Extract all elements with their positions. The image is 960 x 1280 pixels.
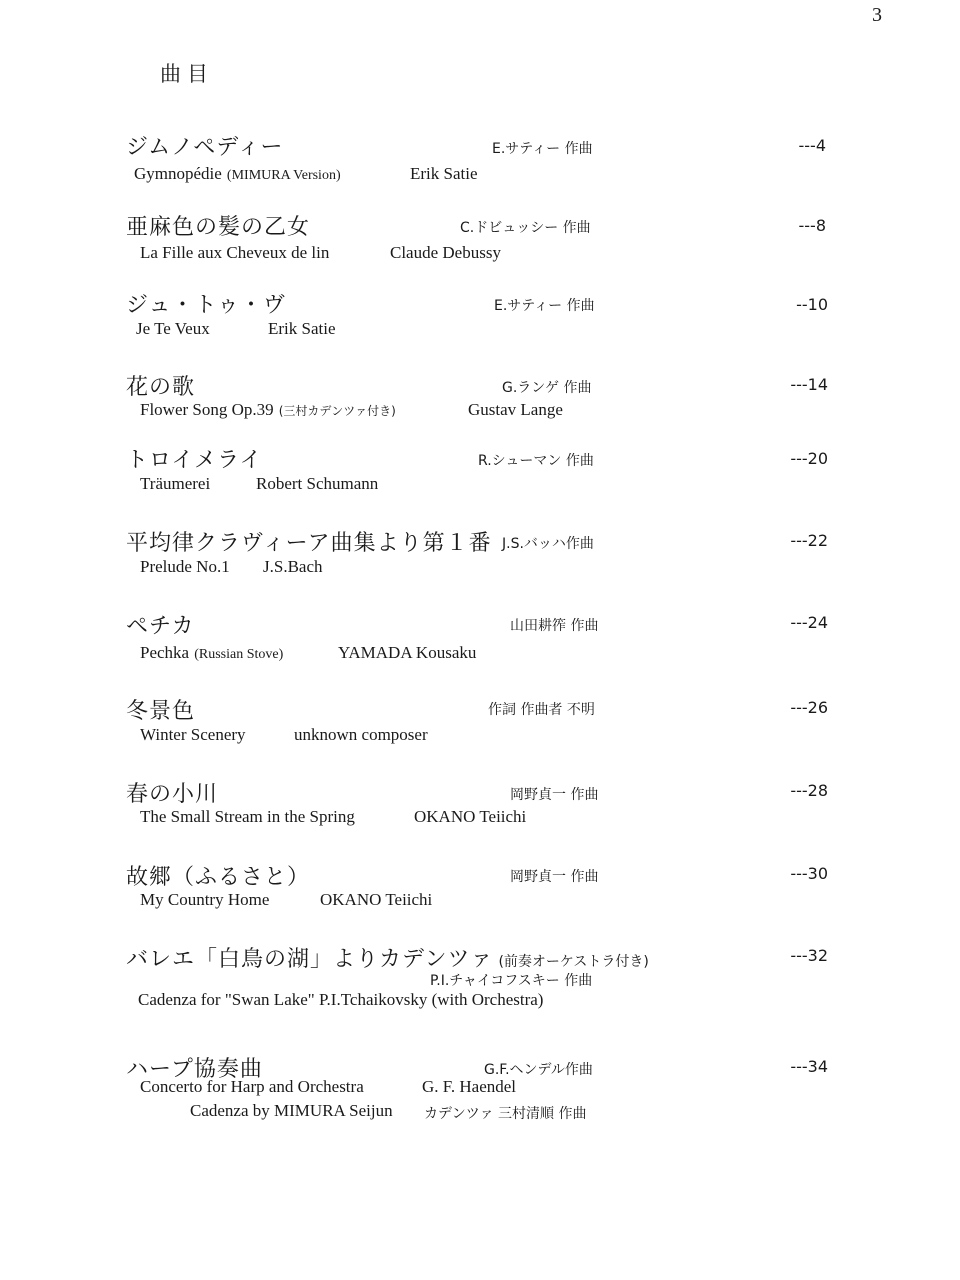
entry-composer-en: YAMADA Kousaku (338, 643, 477, 662)
entry-cadenza-en: Cadenza by MIMURA Seijun (190, 1101, 393, 1120)
entry-title-en: Träumerei (140, 474, 211, 493)
entry-page-ref: ---28 (790, 781, 828, 800)
entry-page-ref: ---24 (790, 613, 828, 632)
entry-page-ref: ---14 (790, 375, 828, 394)
entry-title-jp: ジュ・トゥ・ヴ (126, 293, 287, 318)
entry-title-en: My Country Home (140, 890, 270, 909)
entry-note-en: (MIMURA Version) (226, 168, 341, 183)
entry-title-jp: 亜麻色の髪の乙女 (126, 215, 311, 240)
entry-composer-en: Claude Debussy (390, 243, 501, 262)
entry-note-jp: (三村カデンツァ付き) (278, 404, 396, 418)
entry-composer-en: OKANO Teiichi (320, 890, 433, 909)
entry-note-en: (Russian Stove) (194, 647, 284, 662)
entry-title-jp: 春の小川 (126, 782, 219, 807)
entry-title-jp: ペチカ (126, 614, 195, 639)
entry-page-ref: ---20 (790, 449, 828, 468)
entry-title-jp: 花の歌 (126, 375, 196, 400)
entry-title-en: The Small Stream in the Spring (140, 807, 355, 826)
entry-composer-en: J.S.Bach (263, 557, 323, 576)
entry-composer-en: G. F. Haendel (422, 1077, 517, 1096)
entry-title-jp: 故郷（ふるさと） (126, 865, 311, 890)
entry-title-en: Concerto for Harp and Orchestra (140, 1077, 364, 1096)
entry-english-line (134, 164, 341, 184)
entry-page-ref: ---8 (798, 216, 826, 235)
entry-composer-en: Erik Satie (410, 164, 478, 183)
entry-page-ref: ---4 (798, 136, 826, 155)
entry-cadenza-jp: カデンツァ 三村清順 作曲 (424, 1106, 587, 1122)
entry-title-en: Prelude No.1 (140, 557, 230, 576)
entry-credit-jp: C.ドビュッシー 作曲 (460, 220, 591, 236)
entry-title-jp: 冬景色 (126, 699, 196, 724)
entry-title-en: Cadenza for "Swan Lake" P.I.Tchaikovsky (with Orchestra) (138, 990, 544, 1009)
entry-credit-jp: G.ランゲ 作曲 (502, 380, 592, 396)
entry-credit-jp: 岡野貞一 作曲 (510, 869, 599, 885)
entry-title-jp: 平均律クラヴィーア曲集より第１番 (126, 531, 492, 556)
entry-page-ref: ---30 (790, 864, 828, 883)
entry-title-en: Pechka (140, 643, 190, 662)
entry-page-ref: ---32 (790, 946, 828, 965)
entry-title-line (126, 942, 649, 973)
entry-title-en: Flower Song Op.39 (140, 400, 274, 419)
page-number: 3 (872, 4, 882, 26)
entry-credit-jp: 作詞 作曲者 不明 (488, 702, 595, 718)
entry-page-ref: ---26 (790, 698, 828, 717)
entry-credit-jp: R.シューマン 作曲 (478, 453, 594, 469)
entry-title-en: La Fille aux Cheveux de lin (140, 243, 330, 262)
entry-title-jp: バレエ「白鳥の湖」よりカデンツァ (126, 947, 494, 972)
page-title: 曲目 (160, 62, 214, 86)
entry-title-jp: トロイメライ (126, 448, 263, 473)
entry-english-line (140, 400, 396, 420)
entry-composer-en: Gustav Lange (468, 400, 563, 419)
entry-composer-en: Robert Schumann (256, 474, 379, 493)
entry-composer-en: unknown composer (294, 725, 428, 744)
entry-credit-jp: E.サティー 作曲 (492, 141, 593, 157)
entry-composer-en: Erik Satie (268, 319, 336, 338)
entry-title-en: Gymnopédie (134, 164, 222, 183)
entry-credit-jp: G.F.ヘンデル作曲 (484, 1062, 593, 1078)
entry-credit-jp: 岡野貞一 作曲 (510, 787, 599, 803)
entry-title-note-jp: (前奏オーケストラ付き) (498, 954, 649, 970)
entry-title-en: Winter Scenery (140, 725, 246, 744)
entry-title-en: Je Te Veux (136, 319, 210, 338)
entry-composer-en: OKANO Teiichi (414, 807, 527, 826)
entry-page-ref: --10 (796, 295, 828, 314)
entry-page-ref: ---34 (790, 1057, 828, 1076)
entry-credit-jp: E.サティー 作曲 (494, 298, 595, 314)
entry-credit-jp: J.S.バッハ作曲 (502, 536, 594, 552)
entry-credit-jp: 山田耕筰 作曲 (510, 618, 599, 634)
entry-title-jp: ジムノペディー (126, 135, 284, 160)
entry-title-jp: ハープ協奏曲 (126, 1057, 263, 1082)
entry-page-ref: ---22 (790, 531, 828, 550)
entry-credit-jp: P.I.チャイコフスキー 作曲 (430, 973, 593, 989)
entry-english-line (140, 643, 283, 663)
